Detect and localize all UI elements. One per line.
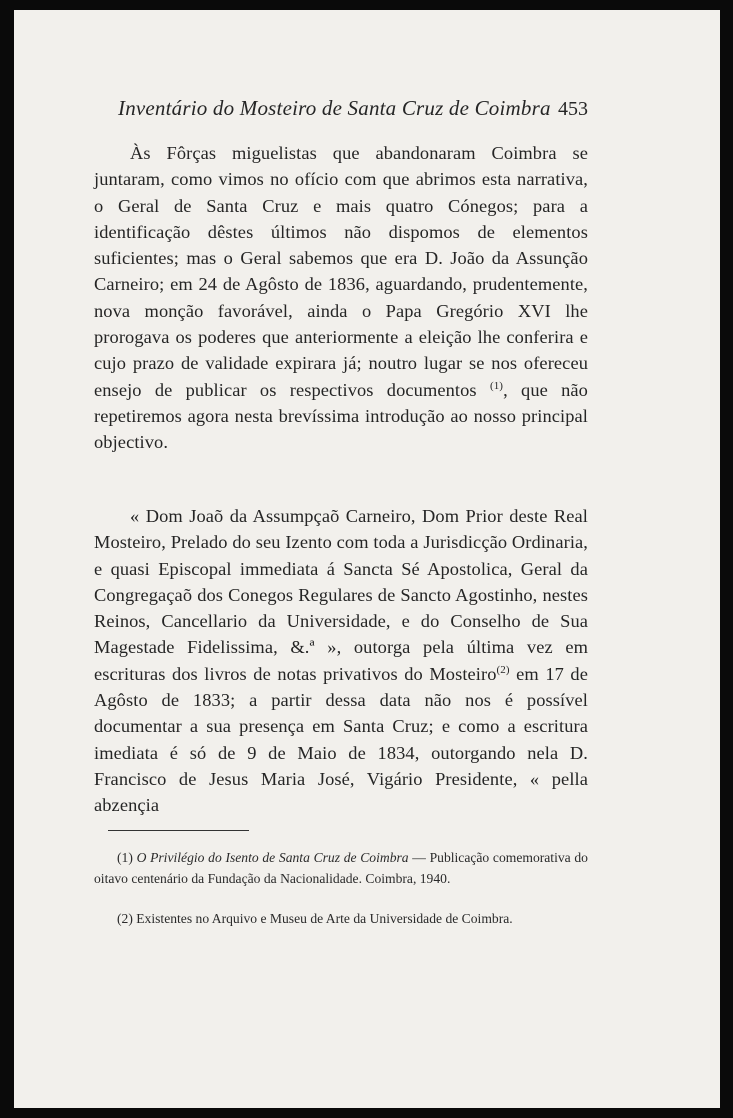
footnote-ref-2: (2) xyxy=(496,663,510,676)
paragraph-1 xyxy=(94,140,588,456)
footnote-2-text: Existentes no Arquivo e Museu de Arte da Universidade de Coimbra. xyxy=(132,911,513,926)
book-page xyxy=(14,10,720,1108)
footnote-1-marker: (1) xyxy=(117,850,133,865)
footnote-2-marker: (2) xyxy=(117,911,133,926)
paragraph-2 xyxy=(94,503,588,819)
footnote-2 xyxy=(94,909,588,930)
paragraph-1-text-b: , que não repetiremos agora nesta brevíssima introdução ao nosso principal objectivo. xyxy=(94,379,588,453)
footnote-1-text: — Publicação comemorativa do oitavo centenário da Fundação da Nacionalidade. Coimbra, 1940. xyxy=(94,850,588,886)
footnote-divider xyxy=(108,830,249,831)
footnote-1 xyxy=(94,848,588,889)
running-title: Inventário do Mosteiro de Santa Cruz de Coimbra xyxy=(118,96,551,120)
paragraph-2-text-b: em 17 de Agôsto de 1833; a partir dessa data não nos é possível documentar a sua presença em Santa Cruz; e como a escritura imediata é só de 9 de Maio de 1834, outorgando nela D. Francisco de Jesus Maria José, Vigário Presidente, « pella abzençia xyxy=(94,663,588,816)
paragraph-2-text-a: « Dom Joaõ da Assumpçaõ Carneiro, Dom Prior deste Real Mosteiro, Prelado do seu Izento com toda a Jurisdicção Ordinaria, e quasi Episcopal immediata á Sancta Sé Apostolica, Geral da Congregaçaõ dos Conegos Regulares de Sancto Agostinho, nestes Reinos, Cancellario da Universidade, e do Conselho de Sua Magestade Fidelissima, &.ª », outorga pela última vez em escrituras dos livros de notas privativos do Mosteiro xyxy=(94,506,588,684)
footnote-1-source-title: O Privilégio do Isento de Santa Cruz de Coimbra xyxy=(136,850,409,865)
footnote-ref-1: (1) xyxy=(489,379,504,392)
paragraph-1-text-a: Às Fôrças miguelistas que abandonaram Coimbra se juntaram, como vimos no ofício com que abrimos esta narrativa, o Geral de Santa Cruz e mais quatro Cónegos; para a identificação dêstes últimos não dispomos de elementos suficientes; mas o Geral sabemos que era D. João da Assunção Carneiro; em 24 de Agôsto de 1836, aguardando, prudentemente, nova monção favorável, ainda o Papa Gregório XVI lhe prorogava os poderes que anteriormente a eleição lhe conferira e cujo prazo de validade expirara já; noutro lugar se nos ofereceu ensejo de publicar os respectivos documentos xyxy=(94,143,588,400)
page-number: 453 xyxy=(558,98,588,120)
running-header xyxy=(118,96,588,121)
